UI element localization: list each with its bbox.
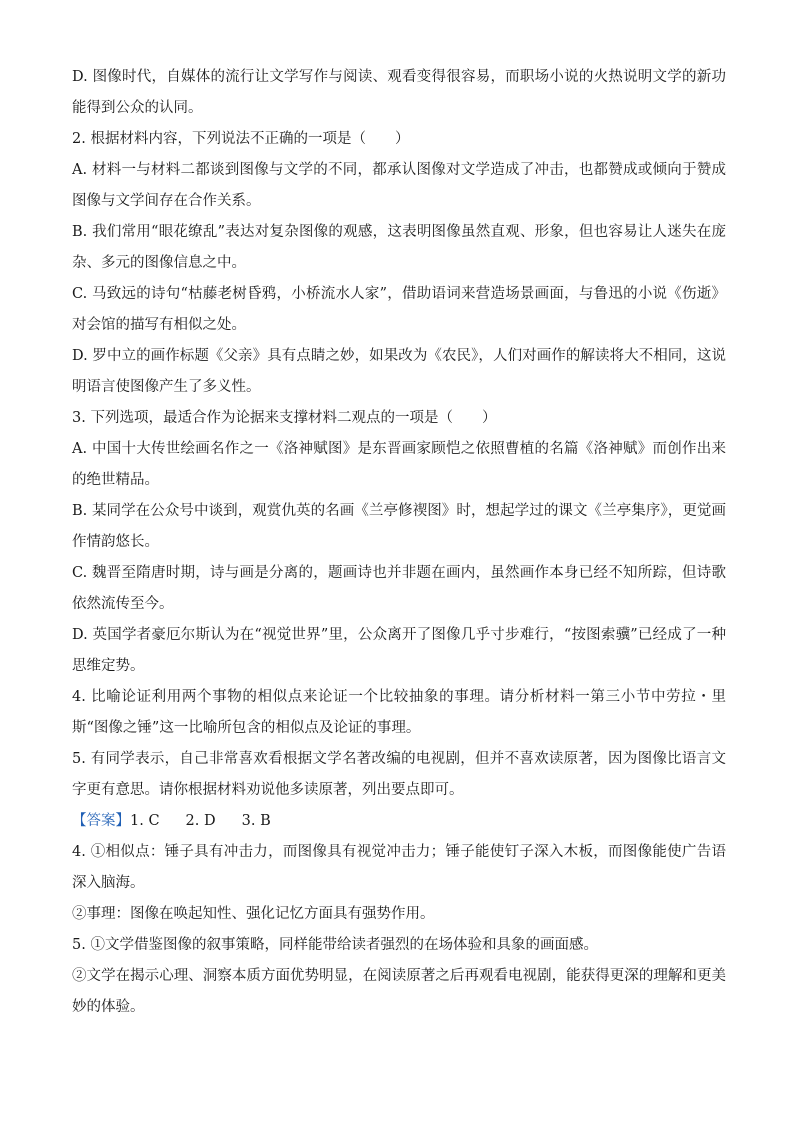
answer-item-2: 2. D: [185, 813, 216, 829]
answer-key-row: [72, 806, 726, 837]
question-3-option-d: D. 英国学者豪厄尔斯认为在“视觉世界”里，公众离开了图像几乎寸步难行，“按图索骥”已经成了一种思维定势。: [72, 627, 726, 674]
question-3-stem: 3. 下列选项，最适合作为论据来支撑材料二观点的一项是（ ）: [72, 410, 497, 426]
question-5-stem: 5. 有同学表示，自己非常喜欢看根据文学名著改编的电视剧，但并不喜欢读原著，因为图像比语言文字更有意思。请你根据材料劝说他多读原著，列出要点即可。: [72, 751, 726, 798]
answer-4-similarity: 4. ①相似点：锤子具有冲击力，而图像具有视觉冲击力；锤子能使钉子深入木板，而图像能使广告语深入脑海。: [72, 844, 726, 891]
question-2-stem: 2. 根据材料内容，下列说法不正确的一项是（ ）: [72, 131, 410, 147]
exam-page: [72, 62, 726, 1023]
question-4-stem: 4. 比喻论证利用两个事物的相似点来论证一个比较抽象的事理。请分析材料一第三小节中劳拉・里斯“图像之锤”这一比喻所包含的相似点及论证的事理。: [72, 689, 726, 736]
answer-5-point-1: 5. ①文学借鉴图像的叙事策略，同样能带给读者强烈的在场体验和具象的画面感。: [72, 937, 598, 953]
question-3-option-a: A. 中国十大传世绘画名作之一《洛神赋图》是东晋画家顾恺之依照曹植的名篇《洛神赋》而创作出来的绝世精品。: [72, 441, 726, 488]
answer-item-3: 3. B: [241, 813, 271, 829]
question-2-option-b: B. 我们常用“眼花缭乱”表达对复杂图像的观感，这表明图像虽然直观、形象，但也容易让人迷失在庞杂、多元的图像信息之中。: [72, 224, 726, 271]
question-3-option-b: B. 某同学在公众号中谈到，观赏仇英的名画《兰亭修禊图》时，想起学过的课文《兰亭集序》，更觉画作情韵悠长。: [72, 503, 726, 550]
question-3-option-c: C. 魏晋至隋唐时期，诗与画是分离的，题画诗也并非题在画内，虽然画作本身已经不知所踪，但诗歌依然流传至今。: [72, 565, 726, 612]
question-1-option-d: D. 图像时代，自媒体的流行让文学写作与阅读、观看变得很容易，而职场小说的火热说明文学的新功能得到公众的认同。: [72, 69, 726, 116]
question-2-option-a: A. 材料一与材料二都谈到图像与文学的不同，都承认图像对文学造成了冲击，也都赞成或倾向于赞成图像与文学间存在合作关系。: [72, 162, 726, 209]
answer-4-principle: ②事理：图像在唤起知性、强化记忆方面具有强势作用。: [72, 906, 435, 922]
answer-tag: 【答案】: [72, 813, 130, 829]
question-2-option-c: C. 马致远的诗句“枯藤老树昏鸦，小桥流水人家”，借助语词来营造场景画面，与鲁迅的小说《伤逝》对会馆的描写有相似之处。: [72, 286, 726, 333]
answer-5-point-2: ②文学在揭示心理、洞察本质方面优势明显，在阅读原著之后再观看电视剧，能获得更深的理解和更美妙的体验。: [72, 968, 726, 1015]
answer-item-1: 1. C: [130, 813, 160, 829]
question-2-option-d: D. 罗中立的画作标题《父亲》具有点睛之妙，如果改为《农民》，人们对画作的解读将大不相同，这说明语言使图像产生了多义性。: [72, 348, 726, 395]
